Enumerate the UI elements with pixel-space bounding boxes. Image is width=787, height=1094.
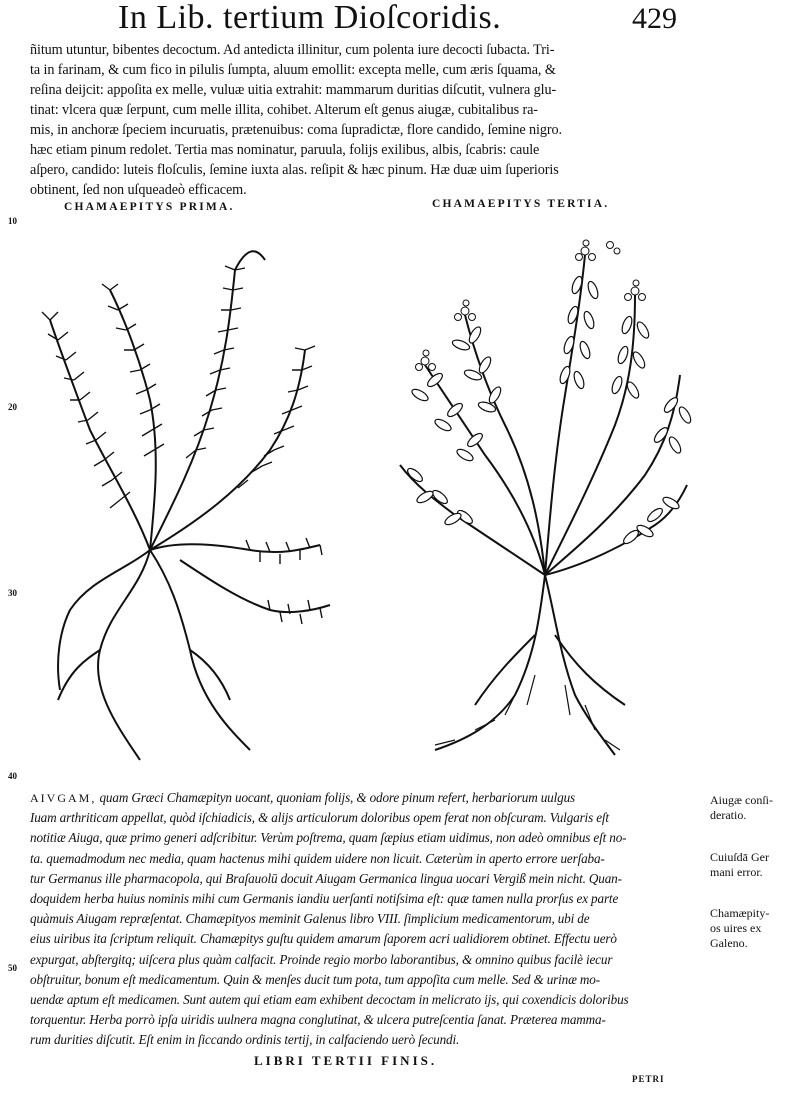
text-line: aſpero, candido: luteis floſculis, ſemine iuxta alas. reſipit & hæc pinum. Hæ duæ uim ſuperioris [30,162,559,178]
page-header-title: In Lib. tertium Dioſcoridis. [118,0,502,36]
text-line [30,788,696,808]
figure-caption-right: CHAMAEPITYS TERTIA. [432,198,610,210]
text-line: ta. quemadmodum nec media, quam hactenus mihi quidem uidere non licuit. Cæterùm in aperto errore uerſaba- [30,850,605,866]
text-line: ñitum utuntur, bibentes decoctum. Ad antedicta illinitur, cum polenta iure decocti ſubacta. Tri- [30,42,555,58]
text-line: ta in farinam, & cum fico in pilulis ſumpta, aluum emollit: excepta melle, cum æris ſquama, & [30,62,556,78]
text-line: hæc etiam pinum redolet. Tertia mas nominatur, paruula, folijs exilibus, albis, ſcabris: caule [30,142,540,158]
marginal-note-line: Chamæpity- [710,906,770,920]
top-text-block [30,40,690,200]
marginal-note-line: Galeno. [710,936,748,950]
text-line: Iuam arthriticam appellat, quòd iſchiadicis, & alijs articulorum doloribus opem ferat non obſcuram. Vulgaris eſt [30,810,609,826]
marginal-note-line: Cuiuſdā Ger [710,850,769,864]
marginal-note [710,793,787,823]
marginal-note-line: mani error. [710,865,763,879]
marginal-note-line: deratio. [710,808,747,822]
flower-clusters [416,240,646,371]
text-line: notitiæ Aiuga, quæ primo generi adſcribitur. Verùm poſtrema, quam ſæpius etiam uidimus, non adeò omnibus eſt no- [30,830,627,846]
line-number: 50 [8,963,17,973]
line-number: 20 [8,402,17,412]
text-line: rum durities diſcutit. Eſt enim in ſiccando ordinis tertij, in calfaciendo uerò ſecundi. [30,1032,460,1048]
text-line: obſtruitur, bonum eſt medicamentum. Quin & menſes ducit tum pota, tum appoſita cum melle. Sed & urinæ mo- [30,971,600,987]
line-number: 40 [8,771,17,781]
marginal-note-line: Aiugæ conſi- [710,793,773,807]
text-line: tinat: vlcera quæ ſerpunt, cum melle illita, cohibet. Alterum eſt genus aiugæ, cubitalibus ra- [30,102,538,118]
line-number: 10 [8,216,17,226]
text-line: tur Germanus ille pharmacopola, qui Braſauolū docuit Aiugam Germanica lingua uocari Vergiß mein nicht. Quan- [30,870,622,886]
text-line: mis, in anchoræ ſpeciem incuruatis, prætenuibus: coma ſupradictæ, flore candido, ſemine nigro. [30,122,562,138]
text-line: obtinent, ſed non uſqueadeò efficacem. [30,182,247,198]
book-end-heading: LIBRI TERTII FINIS. [254,1053,438,1068]
figure-caption-left: CHAMAEPITYS PRIMA. [64,201,235,213]
text-line: torquentur. Herba porrò ipſa uiridis uulnera magna conglutinat, & ulcera putreſcentia ſanat. Præterea mamma- [30,1012,606,1028]
text-line: uendæ aptum eſt medicamen. Sunt autem qui etiam eam exhibent decoctam in melicrato ijs, qui coxendicis doloribus [30,992,629,1008]
marginal-note [710,906,787,951]
commentary-text-block [30,788,696,1051]
chamaepitys-tertia-illustration [395,235,695,765]
text-line: reſina deijcit: appoſita ex melle, vuluæ uitia extrahit: mammarum duritias diſcutit, vulnera glu- [30,82,557,98]
foliage-strokes [42,266,322,624]
text-line: expurgat, abſtergitq; uiſcera plus quàm calfacit. Proinde regio morbo laborantibus, & omnino quibus facilè iecur [30,951,613,967]
chamaepitys-prima-illustration [30,230,350,770]
catchword: PETRI [632,1074,665,1084]
line-number: 30 [8,588,17,598]
text-line: quàmuis Aiugam repræſentat. Chamæpityos meminit Galenus libro VIII. ſimplicium medicamentorum, ubi de [30,911,590,927]
page-number: 429 [632,2,677,35]
marginal-note [710,850,787,880]
section-initial: AIVGAM, [30,791,97,805]
text-line: eius uiribus ita ſcriptum reliquit. Chamæpitys guſtu quidem amarum ſaporem acri ualidiorem obtinet. Effectu uerò [30,931,617,947]
text-line: doquidem herba huius nominis mihi cum Germanis iandiu uerſanti notiſsima eſt: quæ tamen nulla prorſus ex parte [30,891,619,907]
marginal-note-line: os uires ex [710,921,762,935]
text-line-segment: quam Græci Chamæpityn uocant, quoniam folijs, & odore pinum refert, herbariorum uulgus [96,790,576,805]
leaf-ovals [406,275,693,546]
